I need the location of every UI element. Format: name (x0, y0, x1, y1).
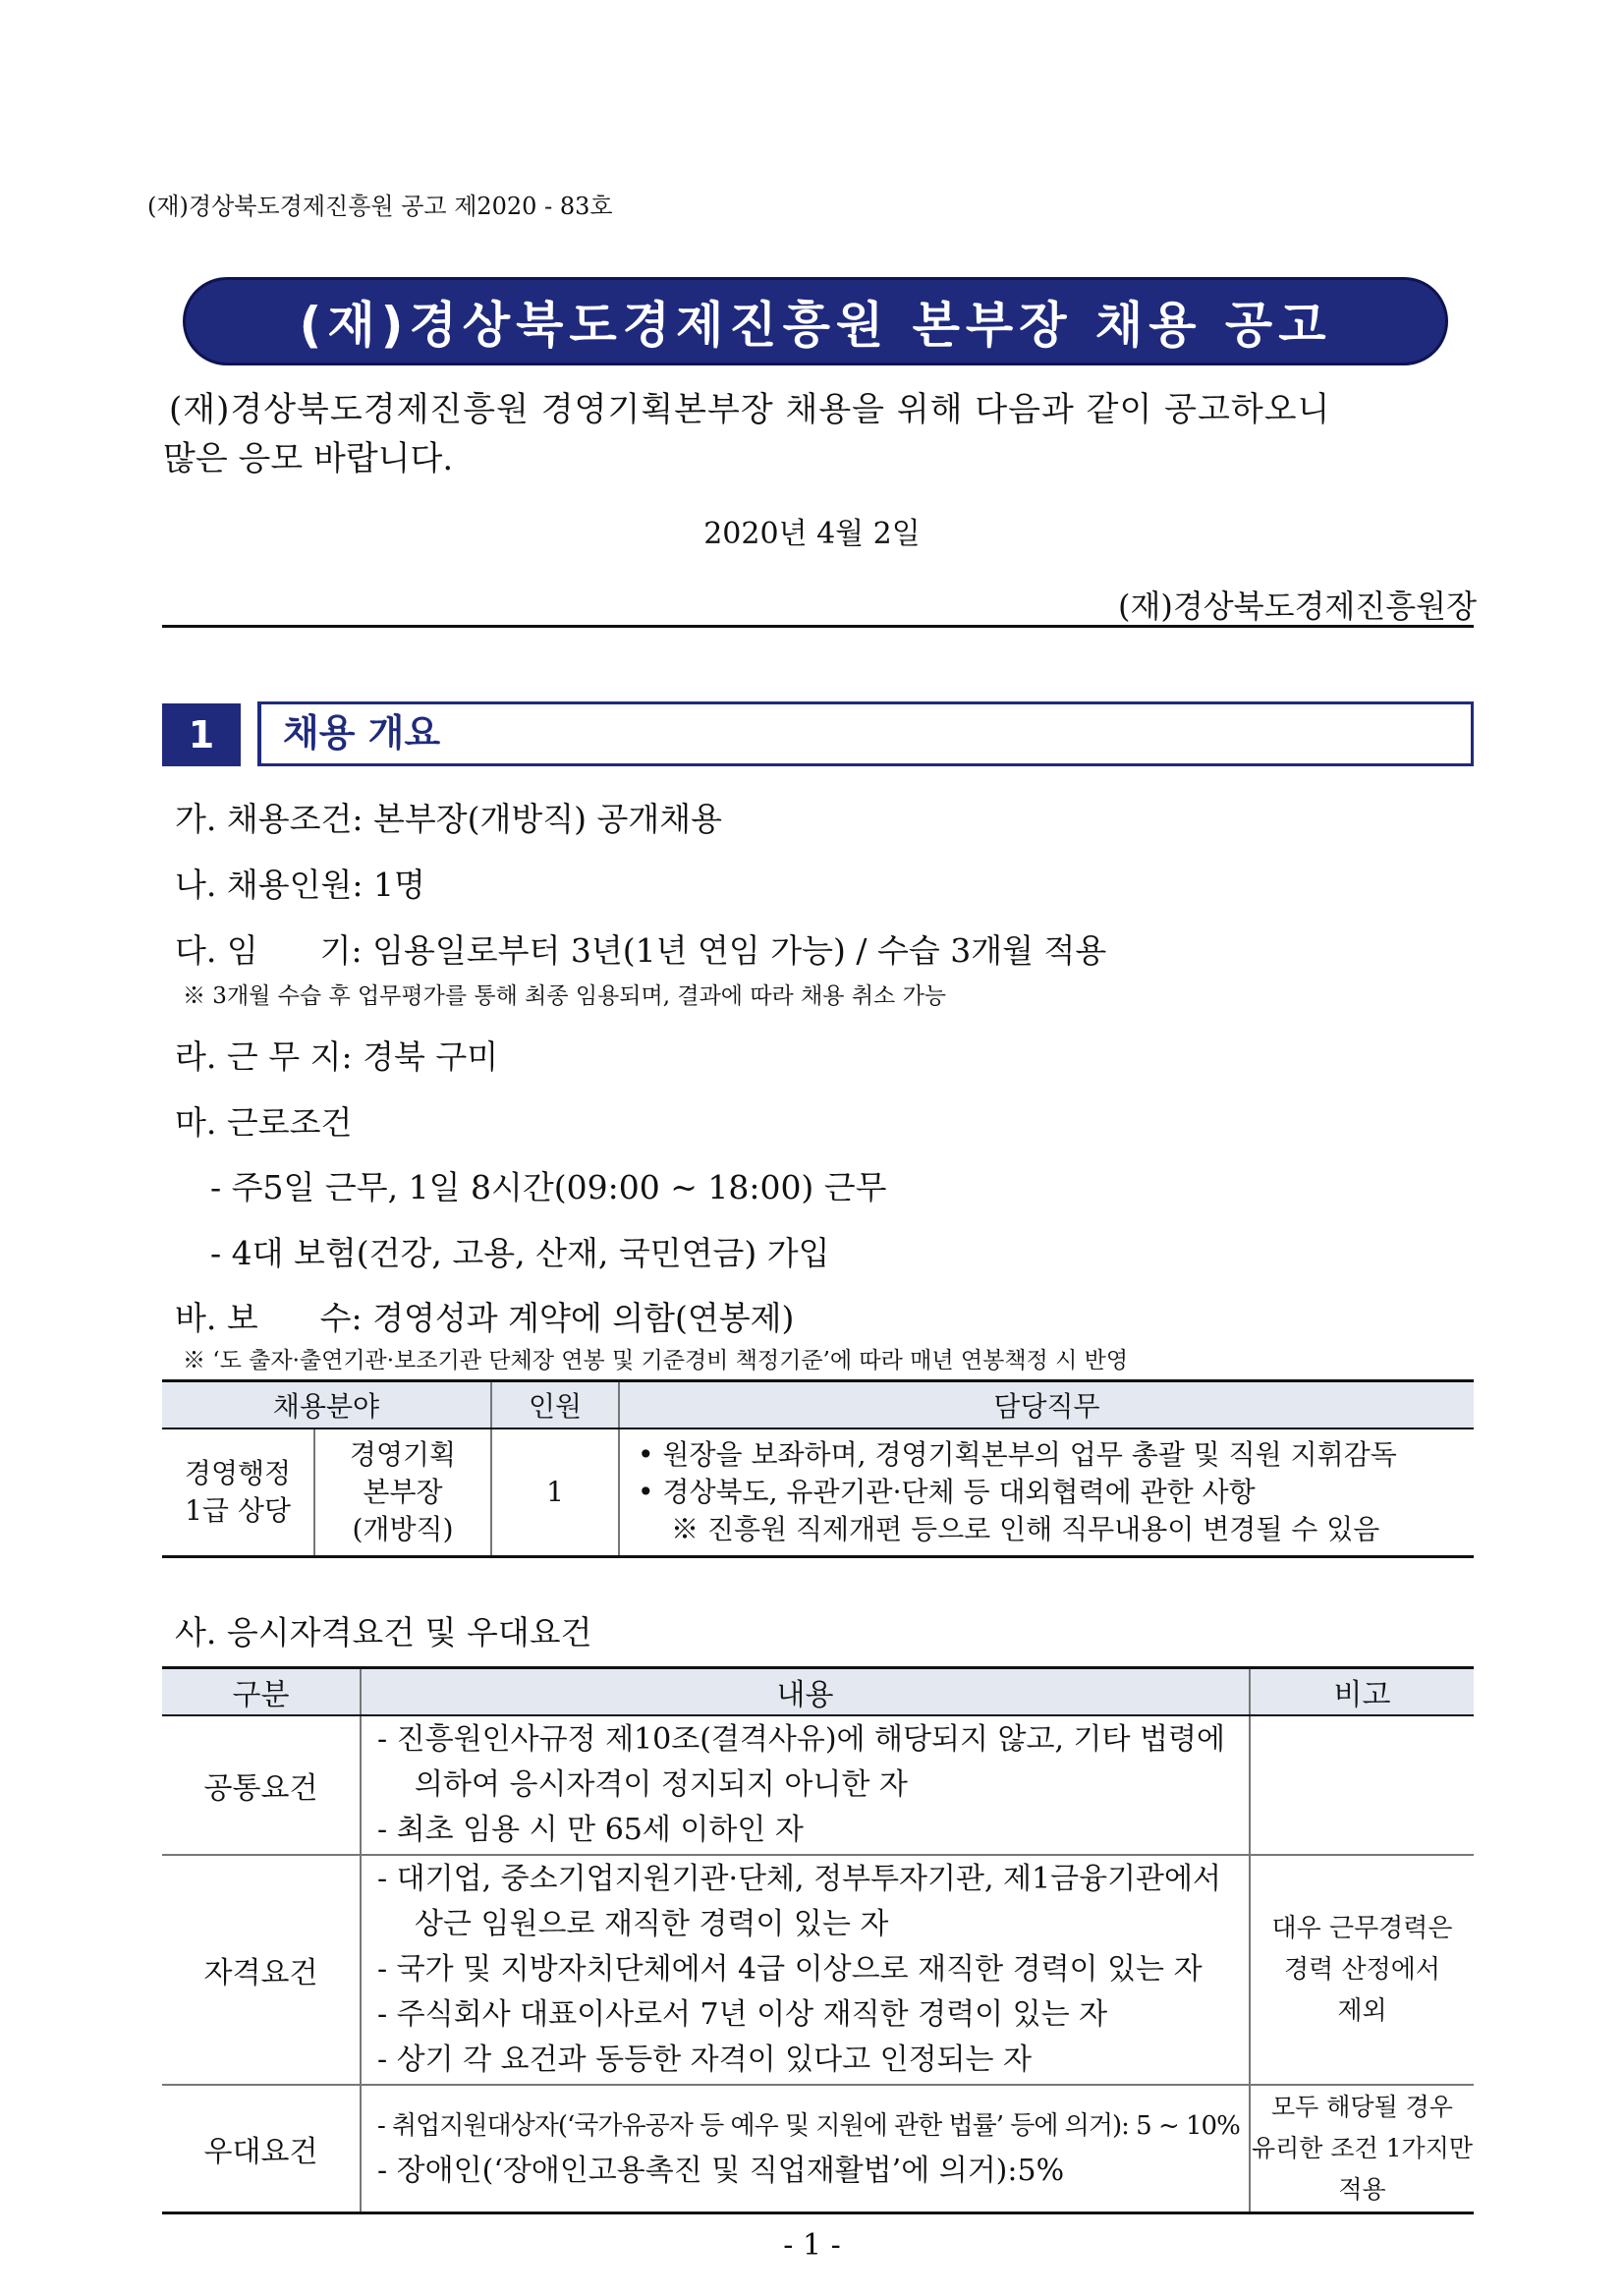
title-banner (183, 277, 1448, 365)
notice-number: (재)경상북도경제진흥원 공고 제2020 - 83호 (147, 193, 613, 220)
qualification-content: - 대기업, 중소기업지원기관·단체, 정부투자기관, 제1금융기관에서 상근 임원으로 재직한 경력이 있는 자 - 국가 및 지방자치단체에서 4급 이상으로 재직한 경력이 있는 자 - 주식회사 대표이사로서 7년 이상 재직한 경력이 있는 자 - 상기 각 요건과 동등한 자격이 있다고 인정되는 자 (361, 1855, 1250, 2085)
item-term-note: ※ 3개월 수습 후 업무평가를 통해 최종 임용되며, 결과에 따라 채용 취소 가능 (183, 983, 946, 1009)
qualification-label: 자격요건 (162, 1855, 361, 2085)
requirements-table (162, 1666, 1474, 2214)
page-number: - 1 - (783, 2228, 841, 2263)
position-table (162, 1379, 1474, 1558)
page-title: (재)경상북도경제진흥원 본부장 채용 공고 (299, 297, 1332, 354)
intro-line-2: 많은 응모 바랍니다. (163, 439, 454, 478)
position-count: 1 (491, 1428, 619, 1556)
header-content: 내용 (361, 1668, 1250, 1716)
preference-content: - 취업지원대상자(‘국가유공자 등 예우 및 지원에 관한 법률’ 등에 의거): 5 ~ 10% - 장애인(‘장애인고용촉진 및 직업재활법’에 의거):5% (361, 2085, 1250, 2213)
header-field: 채용분야 (162, 1381, 491, 1429)
item-insurance: - 4대 보험(건강, 고용, 산재, 국민연금) 가입 (210, 1234, 830, 1272)
notice-date: 2020년 4월 2일 (703, 517, 921, 551)
header-duties: 담당직무 (619, 1381, 1474, 1429)
item-work-conditions: 마. 근로조건 (175, 1103, 353, 1142)
section-number: 1 (162, 703, 241, 766)
intro-paragraph (163, 385, 1476, 483)
item-salary: 바. 보 수: 경영성과 계약에 의함(연봉제) (175, 1299, 795, 1337)
divider (162, 625, 1474, 628)
section-title: 채용 개요 (283, 711, 441, 755)
header-count: 인원 (491, 1381, 619, 1429)
position-duties: • 원장을 보좌하며, 경영기획본부의 업무 총괄 및 직원 지휘감독 • 경상북도, 유관기관·단체 등 대외협력에 관한 사항 ※ 진흥원 직제개편 등으로 인해 직무내용이 변경될 수 있음 (638, 1437, 1397, 1545)
common-requirements-content: - 진흥원인사규정 제10조(결격사유)에 해당되지 않고, 기타 법령에 의하여 응시자격이 정지되지 아니한 자 - 최초 임용 시 만 65세 이하인 자 (361, 1715, 1250, 1855)
header-category: 구분 (162, 1668, 361, 1716)
item-employment-condition: 가. 채용조건: 본부장(개방직) 공개채용 (175, 800, 722, 838)
qualification-remark: 대우 근무경력은 경력 산정에서 제외 (1250, 1855, 1474, 2085)
common-requirements-label: 공통요건 (162, 1715, 361, 1855)
common-requirements-remark (1250, 1715, 1474, 1855)
item-requirements: 사. 응시자격요건 및 우대요건 (175, 1613, 592, 1652)
position-name: 경영기획 본부장 (개방직) (314, 1428, 491, 1556)
preference-label: 우대요건 (162, 2085, 361, 2213)
item-term: 다. 임 기: 임용일로부터 3년(1년 연임 가능) / 수습 3개월 적용 (175, 931, 1107, 970)
item-headcount: 나. 채용인원: 1명 (175, 866, 425, 904)
signer: (재)경상북도경제진흥원장 (1117, 588, 1477, 625)
field-group: 경영행정 1급 상당 (162, 1428, 314, 1556)
item-work-hours: - 주5일 근무, 1일 8시간(09:00 ~ 18:00) 근무 (210, 1168, 887, 1206)
item-salary-note: ※ ‘도 출자·출연기관·보조기관 단체장 연봉 및 기준경비 책정기준’에 따라 매년 연봉책정 시 반영 (183, 1348, 1129, 1373)
preference-remark: 모두 해당될 경우 유리한 조건 1가지만 적용 (1252, 2093, 1473, 2204)
item-workplace: 라. 근 무 지: 경북 구미 (175, 1037, 499, 1076)
header-remark: 비고 (1250, 1668, 1474, 1716)
intro-line-1: (재)경상북도경제진흥원 경영기획본부장 채용을 위해 다음과 같이 공고하오니 (169, 390, 1331, 429)
